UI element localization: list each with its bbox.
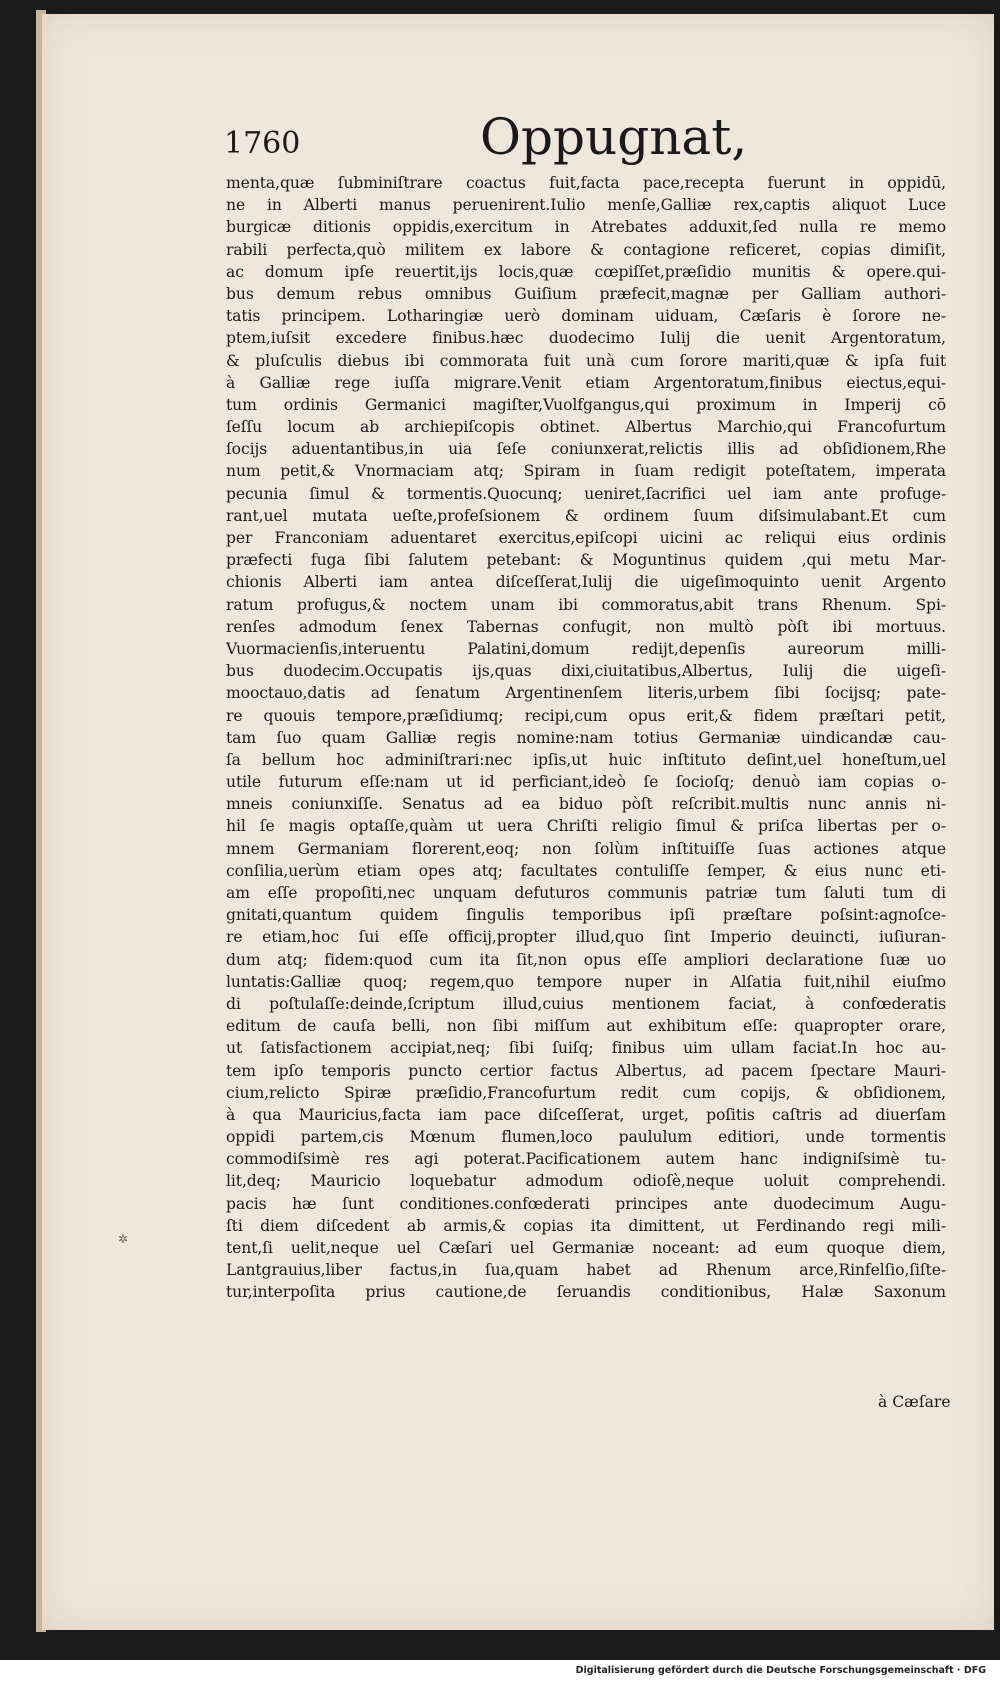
text-line: tent,ſi uelit,neque uel Cæſari uel Germaniæ noceant: ad eum quoque diem, — [226, 1239, 946, 1257]
running-title: Oppugnat, — [480, 108, 748, 166]
text-line: ſti diem diſcedent ab armis,& copias ita dimittent, ut Ferdinando regi mili- — [226, 1216, 946, 1235]
text-line: chionis Alberti iam antea diſceſſerat,Iulij die uigeſimoquinto uenit Argento — [226, 573, 946, 592]
text-line: pacis hæ ſunt conditiones.confœderati principes ante duodecimum Augu- — [226, 1194, 946, 1213]
text-line: rant,uel mutata ueſte,profeſsionem & ordinem ſuum diſsimulabant.Et cum — [226, 506, 946, 525]
text-line: re quouis tempore,præſidiumq; recipi,cum opus erit,& fidem præſtari petit, — [226, 706, 946, 725]
text-line: tatis principem. Lotharingiæ uerò dominam uiduam, Cæſaris è ſorore ne- — [226, 307, 946, 326]
text-line: utile futurum eſſe:nam ut id perficiant,ideò ſe ſocioſq; denuò iam copias o- — [226, 773, 946, 792]
text-line: luntatis:Galliæ quoq; regem,quo tempore nuper in Alſatia fuit,nihil eiuſmo — [226, 972, 946, 991]
catchword: à Cæſare — [878, 1393, 951, 1411]
text-line: ptem,iuſsit excedere finibus.hæc duodecimo Iulij die uenit Argentoratum, — [226, 329, 946, 348]
text-line: tum ordinis Germanici magiſter,Vuolfgangus,qui proximum in Imperij cō — [226, 395, 946, 414]
text-line: num petit,& Vnormaciam atq; Spiram in ſuam redigit poteſtatem, imperata — [226, 462, 946, 481]
text-line: renſes admodum ſenex Tabernas confugit, non multò pòſt ibi mortuus. — [226, 617, 946, 636]
text-line: oppidi partem,cis Mœnum flumen,loco paululum editiori, unde tormentis — [226, 1128, 946, 1147]
margin-mark: ✲ — [118, 1232, 129, 1246]
text-line: Lantgrauius,liber factus,in ſua,quam habet ad Rhenum arce,Rinfelſio,ſiſte- — [226, 1261, 946, 1280]
text-line: burgicæ ditionis oppidis,exercitum in Atrebates adduxit,ſed nulla re memo — [226, 218, 946, 237]
text-line: rabili perfecta,quò militem ex labore & contagione reficeret, copias dimiſit, — [226, 240, 946, 259]
text-line: ſeſſu locum ab archiepiſcopis obtinet. Albertus Marchio,qui Francofurtum — [226, 418, 946, 437]
text-line: præfecti fuga ſibi ſalutem petebant: & Moguntinus quidem ,qui metu Mar- — [226, 551, 946, 570]
text-line: à qua Mauricius,facta iam pace diſceſſerat, urget, poſitis caſtris ad diuerſam — [226, 1105, 946, 1124]
text-line: bus demum rebus omnibus Guiſium præfecit,magnæ per Galliam authori- — [226, 284, 946, 303]
text-line: re etiam,hoc ſui eſſe officij,propter illud,quo ſint Imperio deuincti, iuſiuran- — [226, 928, 946, 947]
text-line: Vuormacienſis,interuentu Palatini,domum redijt,depenſis aureorum milli- — [226, 639, 946, 658]
text-line: hil ſe magis optaſſe,quàm ut uera Chriſti religio ſimul & priſca libertas per o- — [226, 817, 946, 836]
text-line: tam ſuo quam Galliæ regis nomine:nam totius Germaniæ uindicandæ cau- — [226, 728, 946, 747]
text-line: cium,relicto Spiræ præſidio,Francofurtum redit cum copijs, & obſidionem, — [226, 1083, 946, 1102]
body-text — [226, 172, 946, 1304]
text-line: gnitati,quantum quidem ſingulis temporibus ipſi præſtare poſsint:agnoſce- — [226, 906, 946, 925]
text-line: bus duodecim.Occupatis ijs,quas dixi,ciuitatibus,Albertus, Iulij die uigeſi- — [226, 662, 946, 681]
text-line: à Galliæ rege iuſſa migrare.Venit etiam Argentoratum,finibus eiectus,equi- — [226, 373, 946, 392]
text-line: am eſſe propoſiti,nec unquam defuturos communis patriæ tum ſaluti tum di — [226, 884, 946, 902]
text-line: lit,deq; Mauricio loquebatur admodum odioſè,neque uoluit comprehendi. — [226, 1172, 946, 1191]
text-line: editum de cauſa belli, non ſibi miſſum aut exhibitum eſſe: quapropter orare, — [226, 1017, 946, 1036]
text-line: ne in Alberti manus peruenirent.Iulio menſe,Galliæ rex,captis aliquot Luce — [226, 196, 946, 215]
text-line: conſilia,uerùm etiam opes atq; facultates contuliſſe ſemper, & eius nunc eti- — [226, 861, 946, 880]
text-line: & pluſculis diebus ibi commorata fuit unà cum ſorore mariti,quæ & ipſa fuit — [226, 351, 946, 370]
text-line: tem ipſo temporis puncto certior factus Albertus, ad pacem ſpectare Mauri- — [226, 1061, 946, 1080]
text-line: pecunia ſimul & tormentis.Quocunq; ueniret,ſacrifici uel iam ante profuge- — [226, 484, 946, 503]
text-line: per Franconiam aduentaret exercitus,epiſcopi uicini ac reliqui eius ordinis — [226, 529, 946, 547]
text-line: dum atq; fidem:quod cum ita ſit,non opus eſſe ampliori declaratione ſuæ uo — [226, 950, 946, 969]
text-line: tur,interpoſita prius cautione,de ſeruandis conditionibus, Halæ Saxonum — [226, 1283, 946, 1302]
text-line: mneis coniunxiſſe. Senatus ad ea biduo pòſt reſcribit.multis nunc annis ni- — [226, 795, 946, 814]
text-line: ac domum ipſe reuertit,ijs locis,quæ cœpiſſet,præſidio munitis & opere.qui- — [226, 262, 946, 281]
text-line: mnem Germaniam florerent,eoq; non ſolùm inſtituiſſe ſuas actiones atque — [226, 839, 946, 858]
text-line: ratum profugus,& noctem unam ibi commoratus,abit trans Rhenum. Spi- — [226, 595, 946, 614]
footer-credit: Digitalisierung gefördert durch die Deutsche Forschungsgemeinschaft · DFG — [575, 1665, 986, 1676]
text-line: ſa bellum hoc adminiſtrari:nec ipſis,ut huic inſtituto deſint,uel honeſtum,uel — [226, 750, 946, 769]
text-line: ut ſatisfactionem accipiat,neq; ſibi ſuiſq; finibus uim ullam faciat.In hoc au- — [226, 1039, 946, 1058]
text-line: mooctauo,datis ad ſenatum Argentinenſem literis,urbem ſibi ſocijsq; pate- — [226, 684, 946, 703]
page-number: 1760 — [224, 126, 301, 161]
text-line: ſocijs aduentantibus,in uia ſeſe coniunxerat,relictis illis ad obſidionem,Rhe — [226, 440, 946, 459]
text-line: di poſtulaſſe:deinde,ſcriptum illud,cuius mentionem faciat, à confœderatis — [226, 994, 946, 1013]
page-header — [180, 108, 800, 178]
text-line: menta,quæ ſubminiſtrare coactus fuit,facta pace,recepta fuerunt in oppidū, — [226, 174, 946, 192]
text-line: commodiſsimè res agi poterat.Pacificationem autem hanc indigniſsimè tu- — [226, 1150, 946, 1169]
